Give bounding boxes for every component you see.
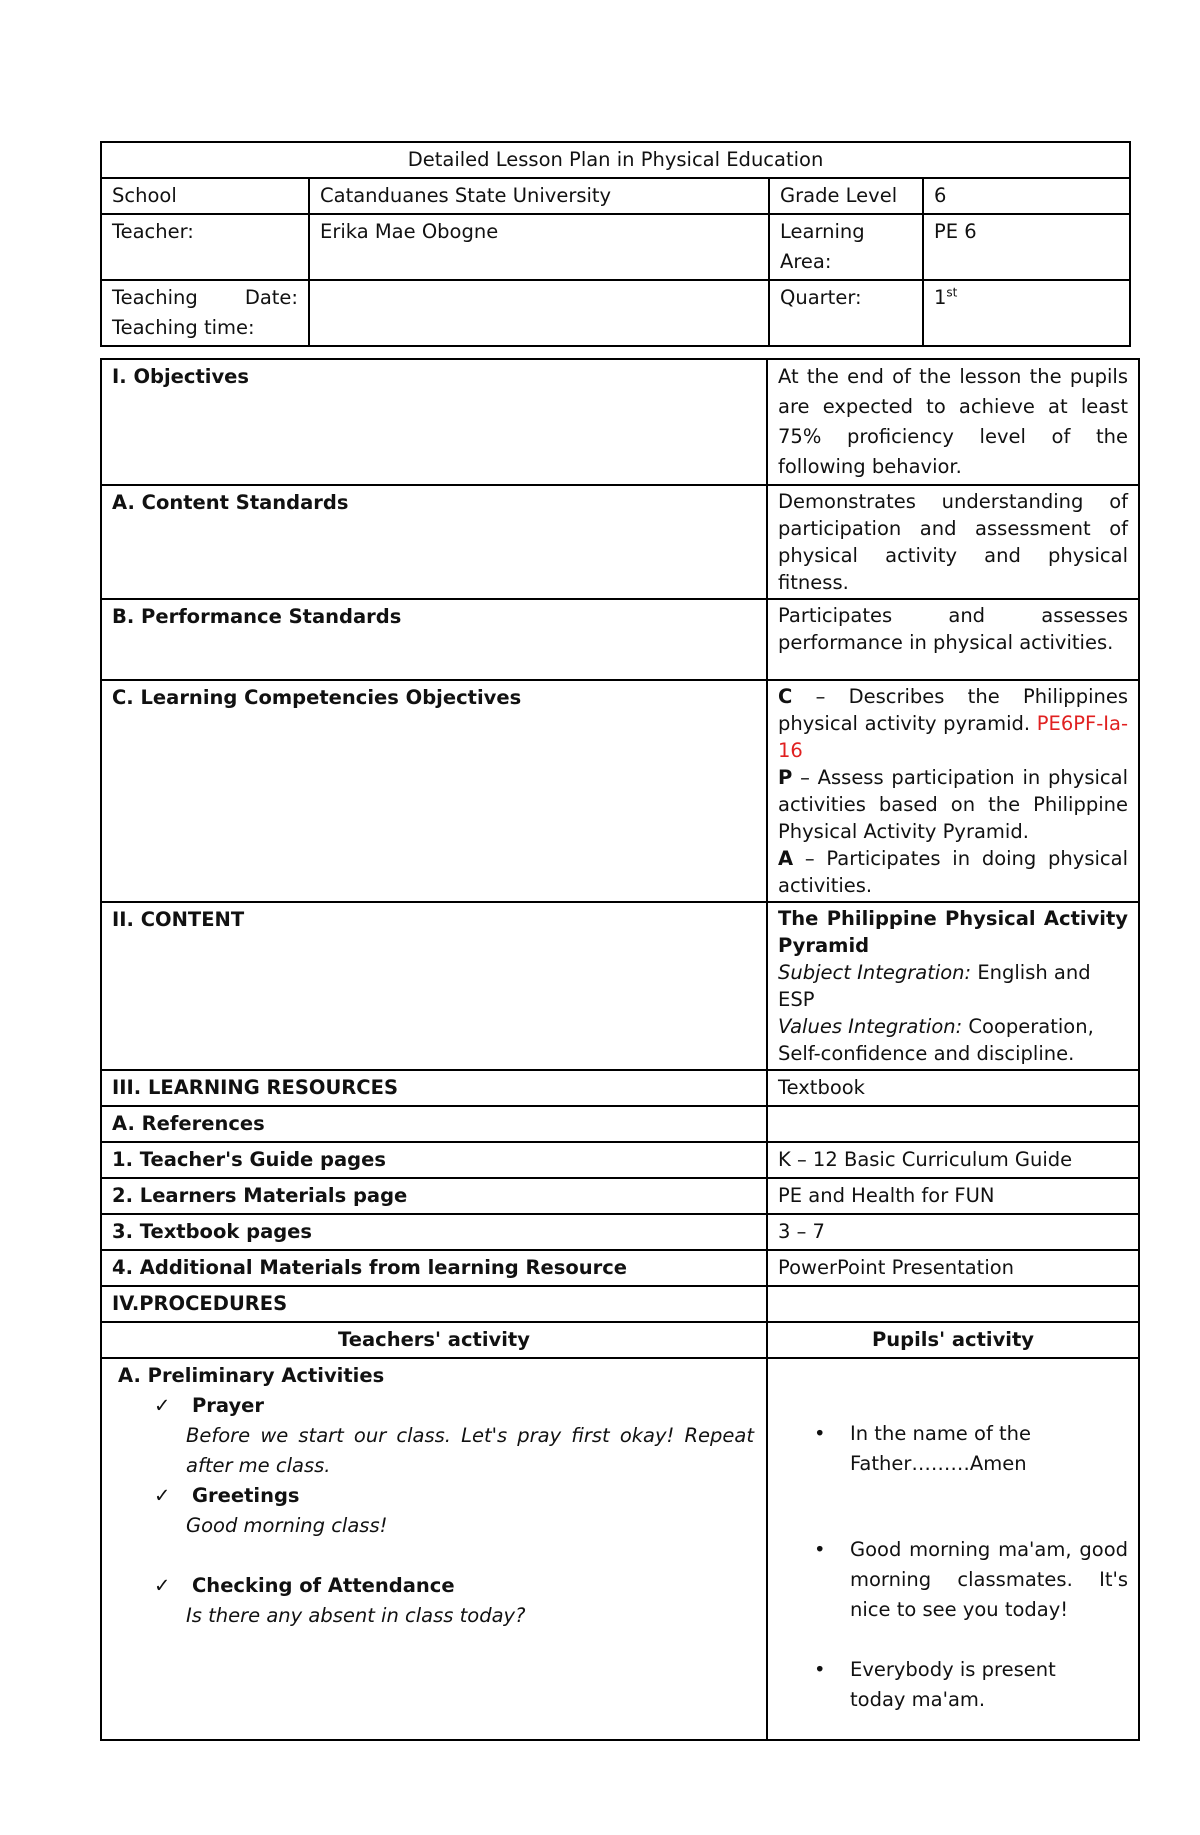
values-integration-label: Values Integration: [778, 1015, 963, 1038]
content-standards-label: A. Content Standards [101, 485, 767, 599]
competency-affective [778, 845, 1128, 899]
performance-standards-label: B. Performance Standards [101, 599, 767, 680]
values-integration-value: Cooperation, Self-confidence and discipline. [778, 1015, 1094, 1065]
pupil-attendance-text: Everybody is present today ma'am. [850, 1658, 1056, 1711]
bullet-icon: • [814, 1422, 826, 1445]
spacer [850, 1479, 1128, 1535]
subject-integration-label: Subject Integration: [778, 961, 972, 984]
objectives-text: At the end of the lesson the pupils are expected to achieve at least 75% proficiency level of the following behavior. [767, 359, 1139, 485]
check-icon: ✓ [154, 1394, 171, 1417]
teachers-activity-cell [101, 1358, 767, 1740]
subject-integration [778, 959, 1128, 1013]
competencies-text [767, 680, 1139, 902]
teaching-date-time-label [101, 280, 309, 346]
teacher-value: Erika Mae Obogne [309, 214, 769, 280]
teachers-guide-label: 1. Teacher's Guide pages [101, 1142, 767, 1178]
quarter-label: Quarter: [769, 280, 923, 346]
content-details [767, 902, 1139, 1070]
textbook-pages-label: 3. Textbook pages [101, 1214, 767, 1250]
learners-materials-label: 2. Learners Materials page [101, 1178, 767, 1214]
competency-c-letter: C [778, 685, 793, 708]
pupil-prayer-response [814, 1419, 1050, 1479]
objectives-label: I. Objectives [101, 359, 767, 485]
competency-a-text: – Participates in doing physical activities. [778, 847, 1128, 897]
pupil-prayer-text: In the name of the Father………Amen [850, 1422, 1032, 1475]
references-label: A. References [101, 1106, 767, 1142]
procedures-label: IV.PROCEDURES [101, 1286, 767, 1322]
procedures-value [767, 1286, 1139, 1322]
quarter-number: 1 [934, 286, 947, 309]
learners-materials-value: PE and Health for FUN [767, 1178, 1139, 1214]
school-label: School [101, 178, 309, 214]
content-title: The Philippine Physical Activity Pyramid [778, 907, 1128, 957]
pupils-activity-cell [767, 1358, 1139, 1740]
learning-area-label-line2: Area: [780, 250, 832, 273]
teaching-time-label: Teaching time: [112, 316, 255, 339]
competency-c-text: – Describes the Philippines physical activity pyramid. [778, 685, 1128, 735]
lesson-plan-title: Detailed Lesson Plan in Physical Education [101, 142, 1130, 178]
subject-integration-value: English and ESP [778, 961, 1091, 1011]
learning-resources-label: III. LEARNING RESOURCES [101, 1070, 767, 1106]
references-value [767, 1106, 1139, 1142]
teaching-date-value [309, 280, 769, 346]
competency-a-letter: A [778, 847, 794, 870]
teachers-guide-value: K – 12 Basic Curriculum Guide [767, 1142, 1139, 1178]
competency-p-text: – Assess participation in physical activities based on the Philippine Physical Activity Pyramid. [778, 766, 1128, 843]
teaching-date-label: Teaching Date: [112, 286, 298, 309]
quarter-suffix: st [946, 285, 958, 300]
grade-level-value: 6 [923, 178, 1130, 214]
learning-area-label-line1: Learning [780, 220, 865, 243]
learning-area-label [769, 214, 923, 280]
additional-materials-value: PowerPoint Presentation [767, 1250, 1139, 1286]
header-table [100, 141, 1131, 347]
content-label: II. CONTENT [101, 902, 767, 1070]
grade-level-label: Grade Level [769, 178, 923, 214]
bullet-icon: • [814, 1658, 826, 1681]
greetings-text: Good morning class! [186, 1514, 388, 1537]
preliminary-activities-label: A. Preliminary Activities [118, 1364, 385, 1387]
additional-materials-label: 4. Additional Materials from learning Resource [101, 1250, 767, 1286]
prayer-text: Before we start our class. Let's pray first okay! Repeat after me class. [186, 1424, 754, 1477]
school-value: Catanduanes State University [309, 178, 769, 214]
quarter-value [923, 280, 1130, 346]
attendance-text: Is there any absent in class today? [186, 1604, 526, 1627]
prayer-item [102, 1391, 756, 1421]
pupil-greeting-text: Good morning ma'am, good morning classmates. It's nice to see you today! [850, 1538, 1128, 1621]
prayer-label: Prayer [192, 1394, 265, 1417]
competencies-label: C. Learning Competencies Objectives [101, 680, 767, 902]
teachers-activity-header: Teachers' activity [101, 1322, 767, 1358]
attendance-label: Checking of Attendance [192, 1574, 455, 1597]
spacer [102, 1541, 756, 1571]
competency-psychomotor [778, 764, 1128, 845]
textbook-pages-value: 3 – 7 [767, 1214, 1139, 1250]
attendance-item [102, 1571, 756, 1601]
performance-standards-text: Participates and assesses performance in physical activities. [767, 599, 1139, 680]
check-icon: ✓ [154, 1484, 171, 1507]
pupils-activity-header: Pupils' activity [767, 1322, 1139, 1358]
values-integration [778, 1013, 1128, 1067]
learning-resources-value: Textbook [767, 1070, 1139, 1106]
plan-table [100, 358, 1140, 1741]
competency-code: PE6PF-Ia-16 [778, 712, 1128, 762]
competency-p-letter: P [778, 766, 793, 789]
spacer [778, 1361, 1128, 1419]
check-icon: ✓ [154, 1574, 171, 1597]
spacer [850, 1625, 1128, 1655]
greetings-item [102, 1481, 756, 1511]
pupil-attendance-response [814, 1655, 1070, 1715]
competency-cognitive [778, 683, 1128, 764]
bullet-icon: • [814, 1538, 826, 1561]
content-standards-text: Demonstrates understanding of participation and assessment of physical activity and physical fitness. [767, 485, 1139, 599]
pupil-responses [778, 1419, 1128, 1715]
greetings-label: Greetings [192, 1484, 300, 1507]
teacher-label: Teacher: [101, 214, 309, 280]
learning-area-value: PE 6 [923, 214, 1130, 280]
pupil-greeting-response [814, 1535, 1128, 1625]
